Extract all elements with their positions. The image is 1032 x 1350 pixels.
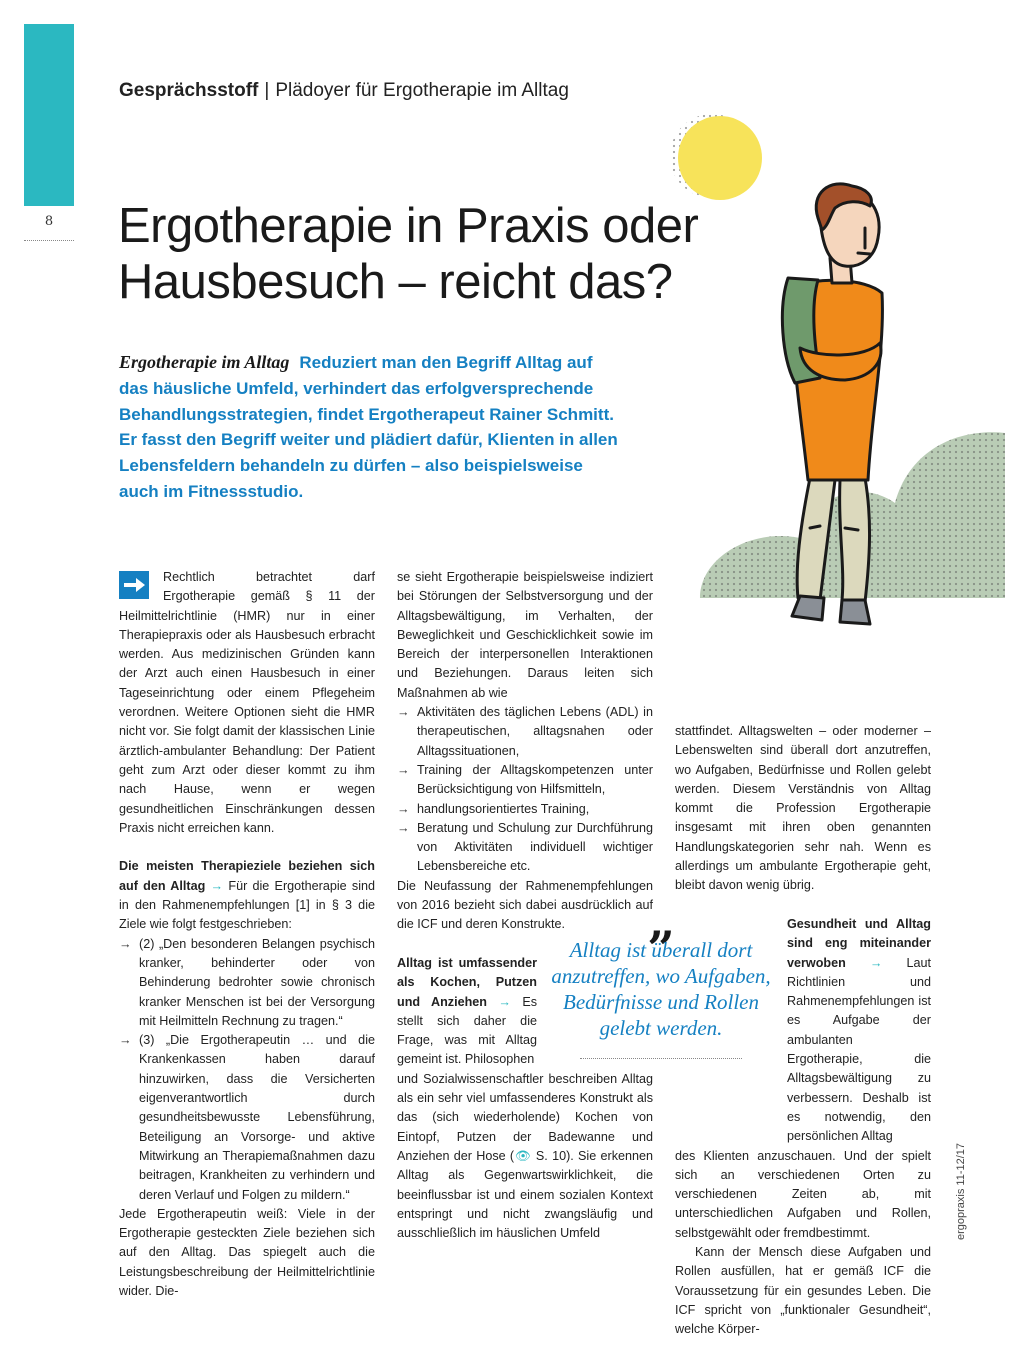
- sun-icon: [670, 114, 762, 200]
- paragraph-text: Die Neufassung der Rahmenempfehlungen von 2016 bezieht sich dabei ausdrücklich auf die ICF und deren Konstrukte.: [397, 878, 653, 932]
- paragraph-text: Es stellt sich daher die Frage, was mit Alltag gemeint ist. Philosophen: [397, 994, 538, 1067]
- arrow-right-icon: →: [869, 955, 883, 970]
- paragraph: se sieht Ergotherapie beispielsweise indiziert bei Störungen der Selbstversorgung und der Alltagsbewältigung, im Verhalten, der Beweglichkeit und Geschicklichkeit sowie im Bereich der interpersonellen Interaktionen und Beziehungen. Daraus leiten sich Maßnahmen ab wie: [397, 570, 653, 700]
- paragraph-text: und Sozialwissenschaftler beschreiben Alltag als ein sehr viel umfassenderes Konstrukt als das (sich wiederholende) Kochen von Eintopf, Putzen der Badewanne und Anziehen der Hose (: [397, 1071, 653, 1163]
- paragraph: des Klienten anzuschauen. Und der spielt sich an verschiedenen Orten zu verschiedenen Zeiten ab, mit unterschiedlichen Aufgaben und Rollen, selbstgewählt oder fremdbestimmt.: [675, 1148, 931, 1240]
- subheading: Die meisten Therapieziele beziehen sich auf den Alltag: [119, 859, 375, 893]
- paragraph: Kann der Mensch diese Aufgaben und Rollen ausfüllen, hat er gemäß ICF die Voraussetzung für ein gesundes Leben. Die ICF spricht von „funktionaler Gesundheit“, welche Körper-: [675, 1245, 931, 1337]
- measures-list: [397, 703, 653, 877]
- article-lead: [119, 350, 619, 505]
- text-column-2: [397, 568, 653, 1243]
- list-item: → Aktivitäten des täglichen Lebens (ADL) in therapeutischen, alltagsnahen oder Alltagssituationen,: [397, 703, 653, 761]
- running-head-topic: Plädoyer für Ergotherapie im Alltag: [275, 80, 569, 101]
- paragraph: [397, 1070, 653, 1244]
- running-head: [119, 80, 569, 102]
- paragraph-text: S. 10). Sie erkennen Alltag als Gegenwartswirklichkeit, die beeinflussbar ist und einem sozialen Kontext entspringt und nicht zwangsläufig und ausschließlich im häuslichen Umfeld: [397, 1148, 654, 1241]
- list-item: → (2) „Den besonderen Belangen psychisch kranker, behinderter oder von Behinderung bedrohter sowie chronisch kranker Menschen ist bei der Versorgung mit Heilmitteln Rechnung zu tragen.“: [119, 935, 375, 1031]
- list-item: → Training der Alltagskompetenzen unter Berücksichtigung von Hilfsmitteln,: [397, 761, 653, 800]
- title-line-1: Ergotherapie in Praxis oder: [118, 199, 699, 253]
- quote-mark-icon: „: [648, 894, 676, 950]
- list-item: → Beratung und Schulung zur Durchführung von Aktivitäten individuell wichtiger Lebensbereiche etc.: [397, 819, 653, 877]
- running-head-section: Gesprächsstoff: [119, 80, 259, 101]
- arrow-right-icon: [119, 571, 149, 599]
- list-item: → handlungsorientiertes Training,: [397, 800, 653, 819]
- paragraph: stattfindet. Alltagswelten – oder moderner – Lebenswelten sind überall dort anzutreffen, wo Aufgaben, Bedürfnisse und Rollen gelebt werden. Diesem Verständnis von Alltag kommt die Profession Ergotherapie insgesamt mit ihren oben genannten Handlungskategorien sehr nah. Wenn es allerdings um ambulante Ergotherapie geht, bleibt davon wenig übrig.: [675, 724, 931, 893]
- subheading: Alltag ist umfassender als Kochen, Putzen und Anziehen: [397, 955, 537, 1009]
- lead-label: Ergotherapie im Alltag: [119, 352, 290, 372]
- quote-list: [119, 935, 375, 1205]
- paragraph: [119, 857, 375, 934]
- article-title: [118, 198, 698, 310]
- paragraph: [119, 568, 375, 838]
- journal-issue: ergopraxis 11-12/17: [955, 1142, 967, 1240]
- page-number: 8: [44, 214, 54, 229]
- pull-quote: Alltag ist überall dort anzutreffen, wo Aufgaben, Bedürfnisse und Rollen gelebt werden.: [551, 938, 771, 1040]
- man-illustration: [660, 108, 1010, 638]
- arrow-right-icon: →: [210, 878, 224, 893]
- paragraph: [397, 877, 653, 935]
- paragraph-text: Rechtlich betrachtet darf Ergotherapie gemäß § 11 der Heilmittelrichtlinie (HMR) nur in einer Therapiepraxis oder als Hausbesuch erbracht werden. Aus medizinischen Gründen kann der Arzt auch einen Hausbesuch in einer Tageseinrichtung oder einem Pflegeheim verordnen. Weitere Optionen sieht die HMR nicht vor. Sie folgt damit der klassischen Linie ärztlich-ambulanter Behandlung: Der Patient geht zum Arzt oder dieser kommt zu ihm nach Hause, wenn er wegen gesundheitlichen Einschränkungen dessen Praxis nicht erreichen kann.: [119, 570, 375, 835]
- paragraph-text: Für die Ergotherapie sind in den Rahmenempfehlungen [1] in § 3 die Ziele wie folgt festgeschrieben:: [119, 878, 376, 932]
- lead-text: Reduziert man den Begriff Alltag auf das häusliche Umfeld, verhindert das erfolgversprechende Behandlungsstrategien, findet Ergotherapeut Rainer Schmitt. Er fasst den Begriff weiter und plädiert dafür, Klienten in allen Lebensfeldern behandeln zu dürfen – also beispielsweise auch im Fitnessstudio.: [119, 353, 618, 501]
- eye-icon: 👁: [514, 1148, 532, 1163]
- subheading: Gesundheit und Alltag sind eng miteinander verwoben: [787, 916, 931, 970]
- running-head-separator: |: [264, 80, 270, 101]
- text-column-1: [119, 568, 375, 1301]
- title-line-2: Hausbesuch – reicht das?: [118, 255, 673, 309]
- arrow-right-icon: →: [498, 994, 511, 1009]
- paragraph: [397, 954, 537, 1070]
- paragraph: Jede Ergotherapeutin weiß: Viele in der Ergotherapie gesteckten Ziele beziehen sich auf den Alltag. Das spiegelt auch die Leistungsbeschreibung der Heilmittelrichtlinie wider. Die-: [119, 1206, 375, 1298]
- page-number-rule: [24, 240, 74, 241]
- pull-quote-rule: [580, 1058, 742, 1059]
- paragraph-text: Laut Richtlinien und Rahmenempfehlungen ist es Aufgabe der ambulanten Ergotherapie, die Alltagsbewältigung zu verbessern. Deshalb ist es notwendig, den persönlichen Alltag: [787, 955, 931, 1144]
- section-color-bar: [24, 24, 74, 206]
- list-item: → (3) „Die Ergotherapeutin … und die Krankenkassen haben darauf hinzuwirken, dass die Versicherten eigenverantwortlich durch gesundheitsbewusste Lebensführung, Beteiligung an Vorsorge- und aktive Mitwirkung an Therapiemaßnahmen dazu beitragen, Krankheiten zu verhindern und deren Verlauf und Folgen zu mildern.“: [119, 1031, 375, 1205]
